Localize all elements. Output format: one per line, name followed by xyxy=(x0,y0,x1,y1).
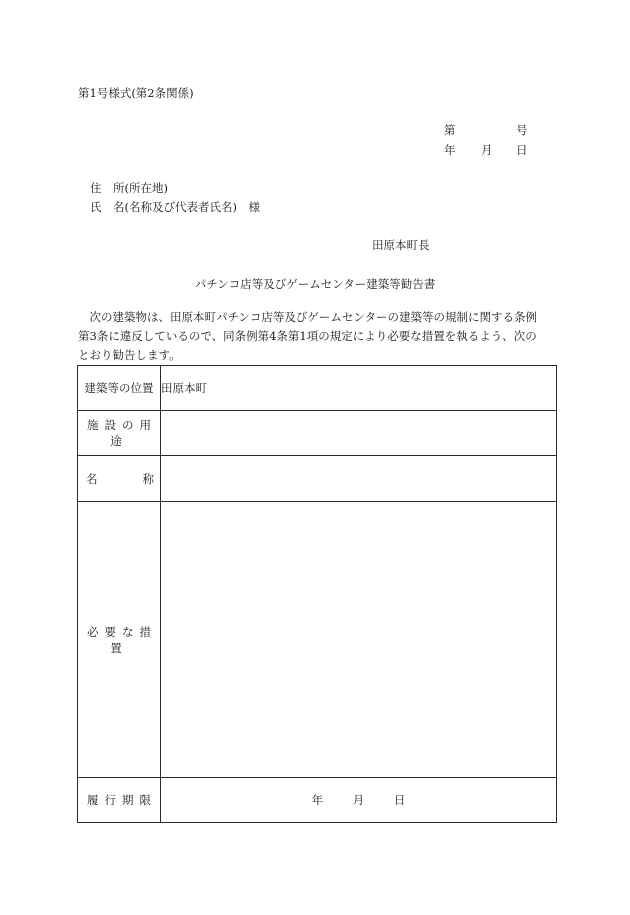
value-measures xyxy=(161,502,557,778)
document-title: パチンコ店等及びゲームセンター建築等勧告書 xyxy=(194,277,436,291)
table-row-location xyxy=(78,366,557,411)
table-row-deadline xyxy=(78,778,557,823)
document-number-prefix: 第 xyxy=(444,123,456,137)
table-row-use xyxy=(78,411,557,456)
deadline-day: 日 xyxy=(393,793,406,807)
recipient-address: 住 所(所在地) xyxy=(90,181,168,195)
label-measures: 必要な措置 xyxy=(87,624,157,655)
label-use: 施設の用途 xyxy=(87,418,157,448)
value-use xyxy=(161,411,557,456)
label-name xyxy=(78,471,160,487)
body-line-3: とおり勧告します。 xyxy=(78,348,181,362)
form-number: 第1号様式(第2条関係) xyxy=(78,86,194,100)
recommendation-table xyxy=(77,365,557,823)
issue-date-day: 日 xyxy=(516,143,528,157)
table-row-measures xyxy=(78,502,557,778)
label-name-a: 名 xyxy=(86,471,98,486)
label-name-b: 称 xyxy=(142,471,154,486)
label-deadline: 履行期限 xyxy=(87,793,157,807)
recipient-name: 氏 名(名称及び代表者氏名) 様 xyxy=(90,200,260,214)
document-number-suffix: 号 xyxy=(516,123,528,137)
issuer-name: 田原本町長 xyxy=(372,238,430,252)
deadline-year: 年 xyxy=(311,793,324,807)
body-line-1: 次の建築物は、田原本町パチンコ店等及びゲームセンターの建築等の規制に関する条例 xyxy=(78,310,537,324)
deadline-month: 月 xyxy=(352,793,365,807)
body-line-2: 第3条に違反しているので、同条例第4条第1項の規定により必要な措置を執るよう、次の xyxy=(78,329,537,343)
value-location: 田原本町 xyxy=(161,366,557,411)
table-row-name xyxy=(78,456,557,502)
issue-date-month: 月 xyxy=(481,143,493,157)
body-text xyxy=(78,308,556,365)
value-name xyxy=(161,456,557,502)
issue-date-year: 年 xyxy=(444,143,456,157)
label-location: 建築等の位置 xyxy=(78,366,161,411)
value-deadline xyxy=(161,778,557,823)
